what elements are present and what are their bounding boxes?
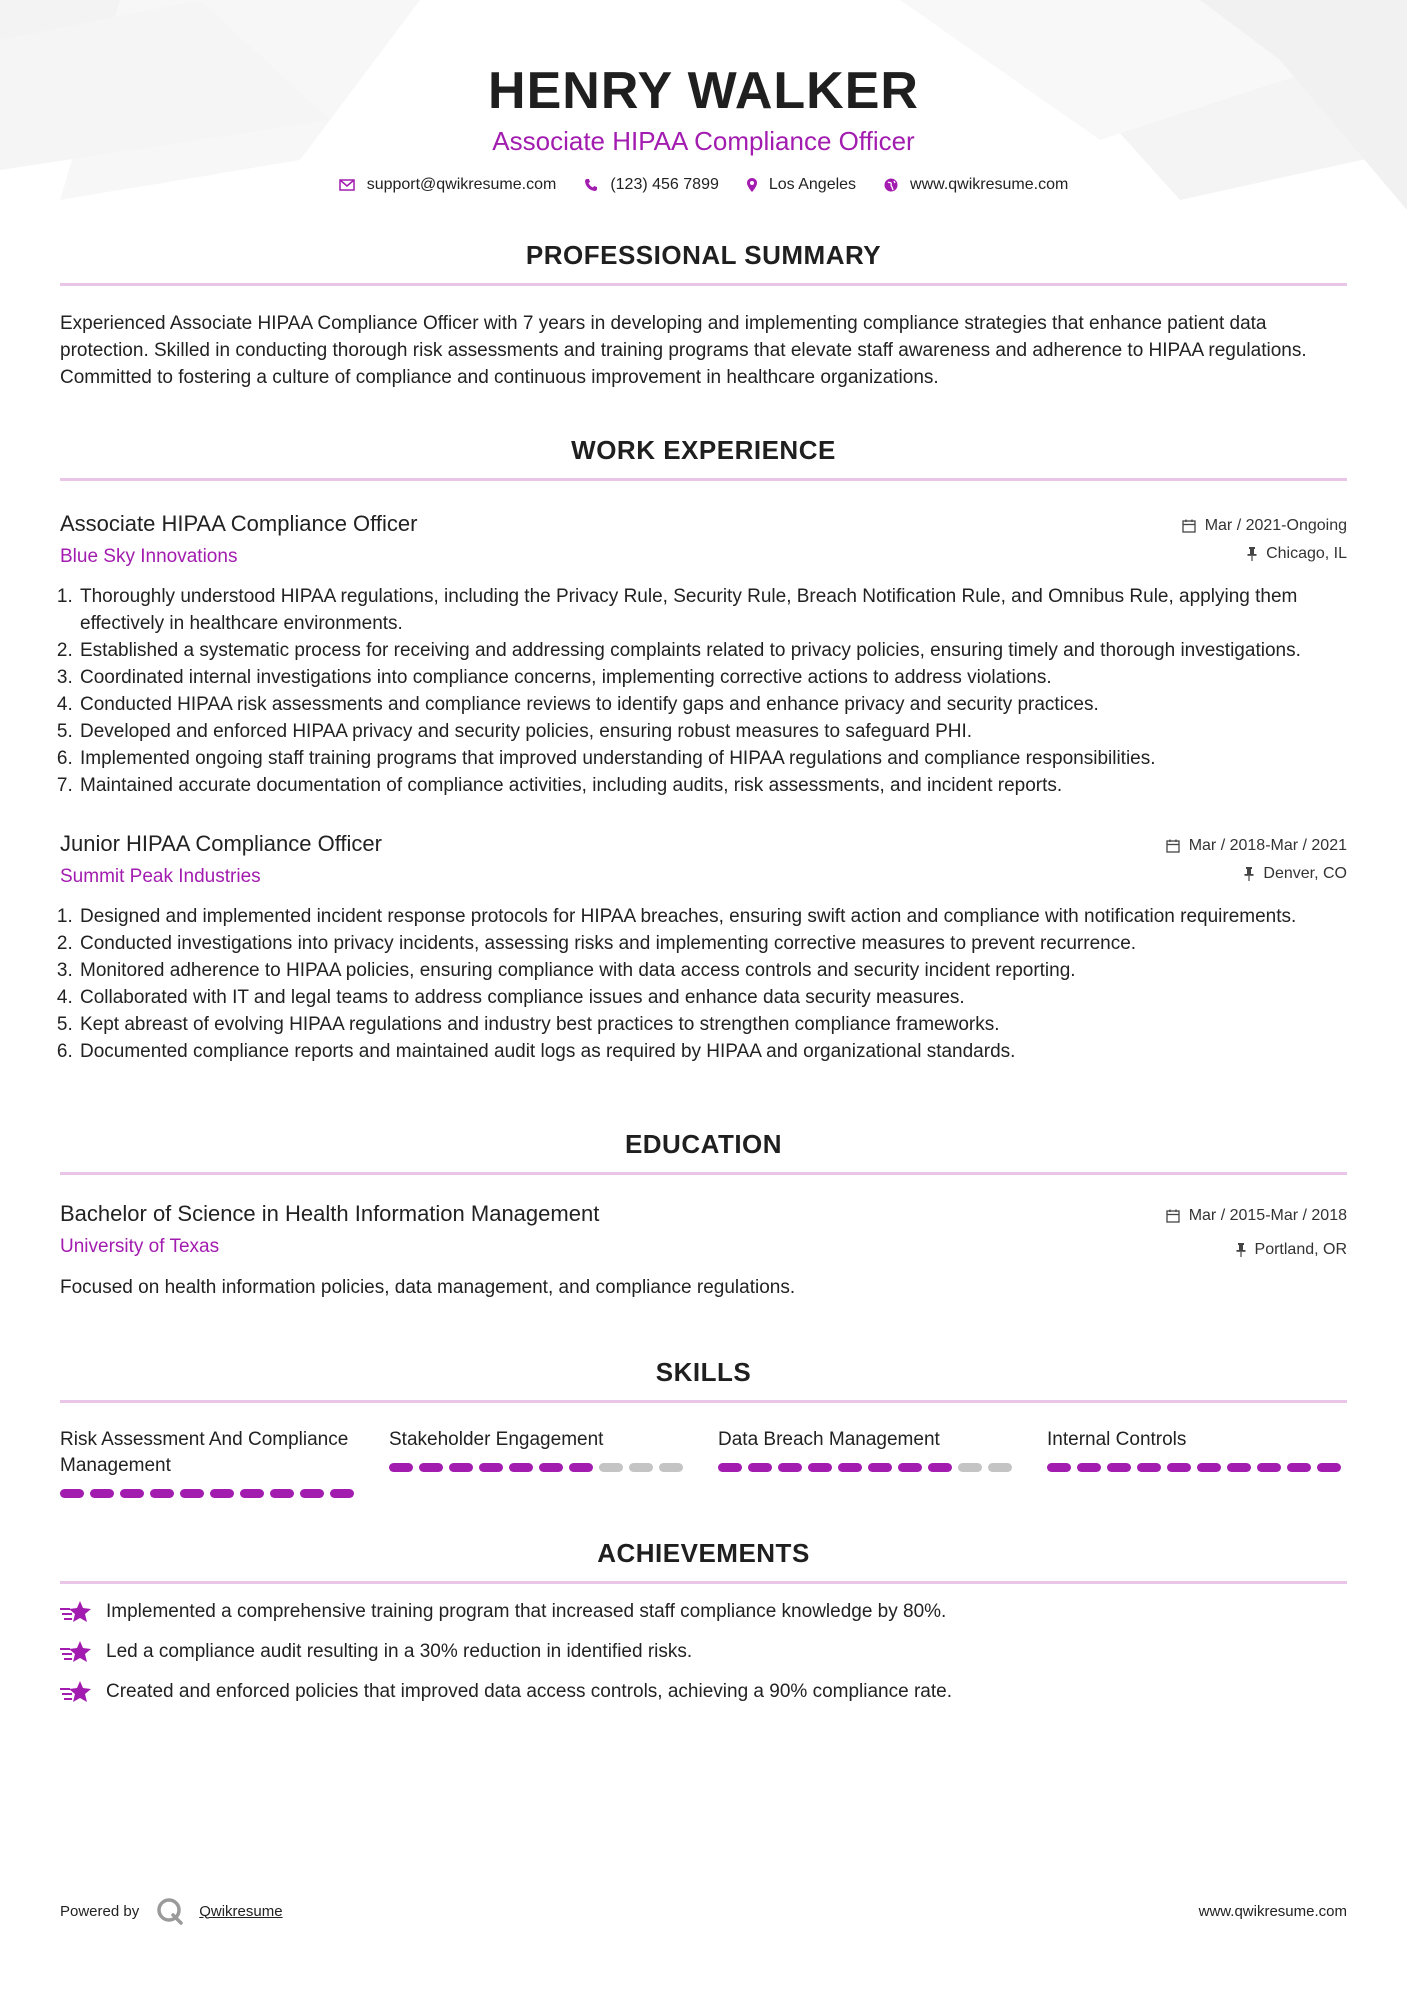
list-item: 5. Developed and enforced HIPAA privacy and security policies, ensuring robust measures to safeguard PHI. bbox=[78, 718, 1347, 745]
contact-email[interactable] bbox=[339, 176, 557, 194]
skill-item bbox=[389, 1427, 689, 1498]
contact-bar bbox=[60, 176, 1347, 194]
achievements-section bbox=[60, 1538, 1347, 1704]
list-item: 3. Monitored adherence to HIPAA policies, ensuring compliance with data access controls and security incident reporting. bbox=[78, 957, 1347, 984]
education-description: Focused on health information policies, data management, and compliance regulations. bbox=[60, 1277, 796, 1298]
list-item: 1. Thoroughly understood HIPAA regulations, including the Privacy Rule, Security Rule, Breach Notification Rule, and Omnibus Rule, applying them effectively in healthcare environments. bbox=[78, 583, 1347, 637]
rating-dot-filled bbox=[898, 1463, 922, 1472]
rating-dot-filled bbox=[419, 1463, 443, 1472]
rating-dot-empty bbox=[988, 1463, 1012, 1472]
school-name: University of Texas bbox=[60, 1236, 220, 1257]
rating-dot-filled bbox=[180, 1489, 204, 1498]
job-company: Summit Peak Industries bbox=[60, 866, 261, 887]
section-divider bbox=[60, 1581, 1347, 1584]
envelope-icon bbox=[339, 179, 355, 191]
rating-dot-filled bbox=[1287, 1463, 1311, 1472]
section-divider bbox=[60, 1400, 1347, 1403]
achievement-text: Implemented a comprehensive training program that increased staff compliance knowledge by 80%. bbox=[106, 1601, 947, 1622]
rating-dot-filled bbox=[389, 1463, 413, 1472]
skill-rating bbox=[389, 1463, 689, 1472]
section-divider bbox=[60, 1172, 1347, 1175]
list-item: 2. Established a systematic process for receiving and addressing complaints related to privacy policies, ensuring timely and thorough investigations. bbox=[78, 637, 1347, 664]
job-entry bbox=[60, 509, 1347, 799]
shooting-star-icon bbox=[60, 1600, 92, 1624]
achievement-item bbox=[60, 1640, 1347, 1664]
list-item: 2. Conducted investigations into privacy incidents, assessing risks and implementing corrective measures to prevent recurrence. bbox=[78, 930, 1347, 957]
skill-name: Internal Controls bbox=[1047, 1429, 1187, 1450]
job-dates: Mar / 2021-Ongoing bbox=[1204, 517, 1347, 534]
rating-dot-filled bbox=[1227, 1463, 1251, 1472]
job-location: Denver, CO bbox=[1263, 865, 1347, 882]
list-item: 6. Implemented ongoing staff training programs that improved understanding of HIPAA regulations and compliance responsibilities. bbox=[78, 745, 1347, 772]
experience-section bbox=[60, 435, 1347, 1065]
skills-list bbox=[60, 1427, 1347, 1498]
rating-dot-filled bbox=[928, 1463, 952, 1472]
shooting-star-icon bbox=[60, 1680, 92, 1704]
education-entry bbox=[60, 1199, 1347, 1299]
rating-dot-filled bbox=[868, 1463, 892, 1472]
job-company: Blue Sky Innovations bbox=[60, 546, 238, 567]
skill-item bbox=[718, 1427, 1018, 1498]
education-heading: EDUCATION bbox=[624, 1129, 783, 1159]
contact-phone[interactable] bbox=[584, 176, 719, 194]
footer-website[interactable]: www.qwikresume.com bbox=[1198, 1902, 1347, 1920]
achievement-item bbox=[60, 1600, 1347, 1624]
summary-heading: PROFESSIONAL SUMMARY bbox=[525, 240, 882, 270]
job-dates: Mar / 2018-Mar / 2021 bbox=[1188, 837, 1347, 854]
calendar-icon bbox=[1182, 519, 1196, 533]
rating-dot-filled bbox=[1257, 1463, 1281, 1472]
rating-dot-empty bbox=[599, 1463, 623, 1472]
candidate-title: Associate HIPAA Compliance Officer bbox=[492, 126, 915, 156]
skill-item bbox=[1047, 1427, 1347, 1498]
skill-rating bbox=[1047, 1463, 1347, 1472]
contact-location bbox=[747, 176, 856, 194]
calendar-icon bbox=[1166, 839, 1180, 853]
job-title: Associate HIPAA Compliance Officer bbox=[60, 511, 418, 536]
job-title: Junior HIPAA Compliance Officer bbox=[60, 831, 382, 856]
rating-dot-filled bbox=[569, 1463, 593, 1472]
pushpin-icon bbox=[1244, 867, 1254, 881]
rating-dot-filled bbox=[539, 1463, 563, 1472]
achievement-text: Led a compliance audit resulting in a 30% reduction in identified risks. bbox=[106, 1641, 693, 1662]
rating-dot-filled bbox=[449, 1463, 473, 1472]
list-item: 3. Coordinated internal investigations into compliance concerns, implementing corrective actions to address violations. bbox=[78, 664, 1347, 691]
achievement-item bbox=[60, 1680, 1347, 1704]
job-location: Chicago, IL bbox=[1266, 545, 1347, 562]
map-pin-icon bbox=[747, 178, 757, 192]
list-item: 4. Conducted HIPAA risk assessments and compliance reviews to identify gaps and enhance privacy and security practices. bbox=[78, 691, 1347, 718]
rating-dot-filled bbox=[718, 1463, 742, 1472]
qwikresume-logo-icon bbox=[155, 1896, 185, 1926]
rating-dot-filled bbox=[270, 1489, 294, 1498]
education-location: Portland, OR bbox=[1254, 1241, 1347, 1258]
rating-dot-filled bbox=[60, 1489, 84, 1498]
skill-item bbox=[60, 1427, 360, 1498]
rating-dot-filled bbox=[838, 1463, 862, 1472]
rating-dot-filled bbox=[300, 1489, 324, 1498]
contact-email-text: support@qwikresume.com bbox=[366, 176, 557, 193]
contact-phone-text: (123) 456 7899 bbox=[610, 176, 719, 193]
rating-dot-filled bbox=[808, 1463, 832, 1472]
rating-dot-filled bbox=[748, 1463, 772, 1472]
rating-dot-filled bbox=[330, 1489, 354, 1498]
list-item: 1. Designed and implemented incident response protocols for HIPAA breaches, ensuring swift action and compliance with notification requirements. bbox=[78, 903, 1347, 930]
skill-name: Risk Assessment And Compliance Management bbox=[60, 1429, 349, 1476]
list-item: 4. Collaborated with IT and legal teams to address compliance issues and enhance data security measures. bbox=[78, 984, 1347, 1011]
summary-text: Experienced Associate HIPAA Compliance Officer with 7 years in developing and implementing compliance strategies that enhance patient data protection. Skilled in conducting thorough risk assessments and training programs that elevate staff awareness and adherence to HIPAA regulations. Committed to fostering a culture of compliance and continuous improvement in healthcare organizations. bbox=[60, 313, 1307, 388]
rating-dot-filled bbox=[1137, 1463, 1161, 1472]
rating-dot-filled bbox=[1077, 1463, 1101, 1472]
job-bullets bbox=[60, 583, 1347, 799]
summary-section bbox=[60, 240, 1347, 391]
rating-dot-filled bbox=[1107, 1463, 1131, 1472]
skill-name: Data Breach Management bbox=[718, 1429, 940, 1450]
job-entry bbox=[60, 829, 1347, 1065]
list-item: 6. Documented compliance reports and maintained audit logs as required by HIPAA and organizational standards. bbox=[78, 1038, 1347, 1065]
pushpin-icon bbox=[1247, 547, 1257, 561]
qwikresume-link[interactable]: Qwikresume bbox=[199, 1902, 283, 1920]
experience-heading: WORK EXPERIENCE bbox=[571, 435, 836, 465]
rating-dot-filled bbox=[1317, 1463, 1341, 1472]
education-section bbox=[60, 1129, 1347, 1299]
rating-dot-empty bbox=[659, 1463, 683, 1472]
shooting-star-icon bbox=[60, 1640, 92, 1664]
rating-dot-filled bbox=[210, 1489, 234, 1498]
globe-icon bbox=[884, 178, 898, 192]
rating-dot-empty bbox=[958, 1463, 982, 1472]
contact-location-text: Los Angeles bbox=[768, 176, 857, 193]
pushpin-icon bbox=[1236, 1243, 1246, 1257]
section-divider bbox=[60, 283, 1347, 286]
powered-by-label: Powered by bbox=[60, 1902, 140, 1920]
calendar-icon bbox=[1166, 1209, 1180, 1223]
phone-icon bbox=[584, 178, 598, 192]
education-dates: Mar / 2015-Mar / 2018 bbox=[1188, 1207, 1347, 1224]
rating-dot-filled bbox=[240, 1489, 264, 1498]
page-footer bbox=[60, 1896, 1347, 1926]
degree-title: Bachelor of Science in Health Information Management bbox=[60, 1201, 600, 1226]
candidate-name: HENRY WALKER bbox=[488, 62, 919, 120]
job-bullets bbox=[60, 903, 1347, 1065]
skill-name: Stakeholder Engagement bbox=[389, 1429, 604, 1450]
resume-header bbox=[60, 0, 1347, 194]
rating-dot-filled bbox=[150, 1489, 174, 1498]
achievement-text: Created and enforced policies that improved data access controls, achieving a 90% compliance rate. bbox=[106, 1681, 952, 1702]
rating-dot-filled bbox=[1197, 1463, 1221, 1472]
rating-dot-filled bbox=[90, 1489, 114, 1498]
rating-dot-filled bbox=[120, 1489, 144, 1498]
skills-heading: SKILLS bbox=[655, 1357, 752, 1387]
rating-dot-filled bbox=[778, 1463, 802, 1472]
rating-dot-filled bbox=[479, 1463, 503, 1472]
rating-dot-filled bbox=[509, 1463, 533, 1472]
rating-dot-filled bbox=[1167, 1463, 1191, 1472]
skill-rating bbox=[718, 1463, 1018, 1472]
rating-dot-filled bbox=[1047, 1463, 1071, 1472]
contact-website[interactable] bbox=[884, 176, 1068, 194]
section-divider bbox=[60, 478, 1347, 481]
contact-website-text: www.qwikresume.com bbox=[910, 176, 1069, 193]
list-item: 5. Kept abreast of evolving HIPAA regulations and industry best practices to strengthen compliance frameworks. bbox=[78, 1011, 1347, 1038]
achievements-heading: ACHIEVEMENTS bbox=[597, 1538, 810, 1568]
skills-section bbox=[60, 1357, 1347, 1498]
skill-rating bbox=[60, 1489, 360, 1498]
rating-dot-empty bbox=[629, 1463, 653, 1472]
list-item: 7. Maintained accurate documentation of compliance activities, including audits, risk assessments, and incident reports. bbox=[78, 772, 1347, 799]
